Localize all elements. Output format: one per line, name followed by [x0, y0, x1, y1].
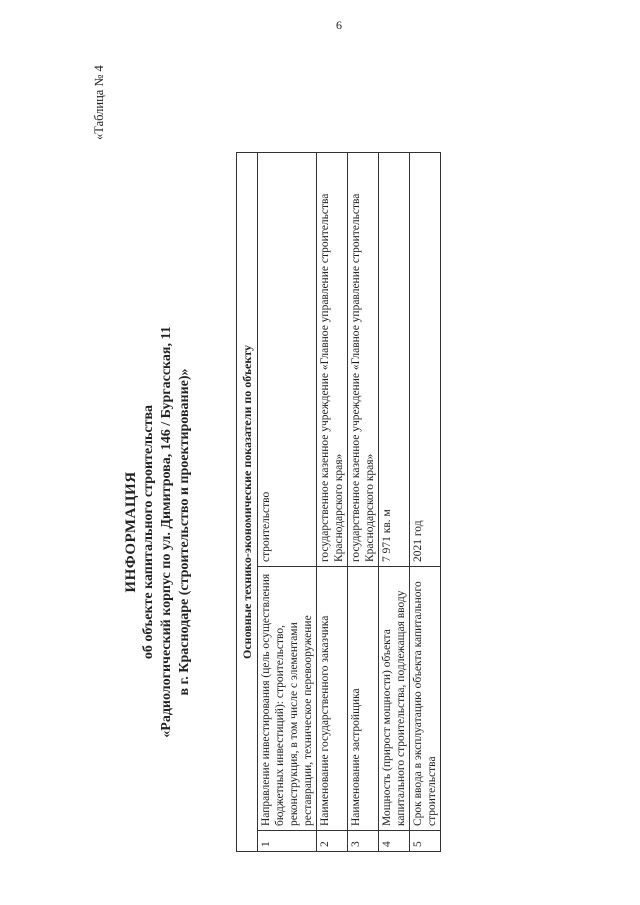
- table-row: [317, 153, 348, 852]
- table-label: «Таблица № 4: [92, 65, 106, 140]
- row-value: государственное казенное учреждение «Главное управление строительства Краснодарского края»: [348, 153, 379, 567]
- row-number: 1: [258, 831, 317, 852]
- table-header: Основные технико-экономические показатели по объекту: [237, 153, 258, 852]
- page-number: 6: [336, 18, 342, 32]
- row-value: строительство: [258, 153, 317, 567]
- info-table: [236, 152, 441, 852]
- row-number: 2: [317, 831, 348, 852]
- row-number: 3: [348, 831, 379, 852]
- title-line-4: в г. Краснодаре (строительство и проектирование)»: [177, 368, 192, 696]
- row-value: 7 971 кв. м: [379, 153, 410, 567]
- document-title: [122, 212, 194, 852]
- row-label: Наименование государственного заказчика: [317, 567, 348, 831]
- row-number: 4: [379, 831, 410, 852]
- table-row: [379, 153, 410, 852]
- row-label: Мощность (прирост мощности) объекта капитального строительства, подлежащая вводу: [379, 567, 410, 831]
- title-line-1: ИНФОРМАЦИЯ: [123, 471, 139, 593]
- row-value: государственное казенное учреждение «Главное управление строительства Краснодарского края»: [317, 153, 348, 567]
- row-label: Срок ввода в эксплуатацию объекта капитального строительства: [410, 567, 441, 831]
- row-label: Наименование застройщика: [348, 567, 379, 831]
- table-row: [258, 153, 317, 852]
- row-value: 2021 год: [410, 153, 441, 567]
- table-row: [348, 153, 379, 852]
- title-line-2: об объекте капитального строительства: [141, 404, 156, 660]
- row-number: 5: [410, 831, 441, 852]
- title-line-3: «Радиологический корпус по ул. Димитрова, 146 / Бургасская, 11: [159, 326, 174, 738]
- rotated-page-content: [88, 52, 548, 852]
- row-label: Направление инвестирования (цель осуществления бюджетных инвестиций): строительство, реконструкция, в том числе с элементами реставрации, техническое перевооружение: [258, 567, 317, 831]
- table-row: [410, 153, 441, 852]
- table-header-row: [237, 153, 258, 852]
